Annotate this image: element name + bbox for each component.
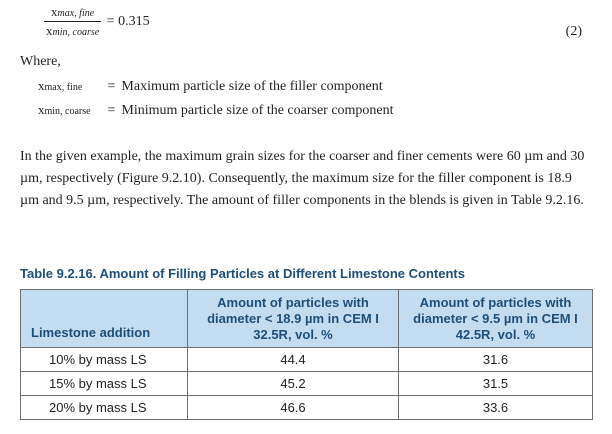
- body-paragraph: In the given example, the maximum grain sizes for the coarser and finer cements were 60 µm and 30 µm, respectively (Figure 9.2.10). Consequently, the maximum size for the filler component is 18.9 µm and 9.5 µm, respectively. The amount of filler components in the blends is given in Table 9.2.16.: [20, 149, 585, 208]
- limestone-table: [20, 289, 593, 420]
- cell-value: 45.2: [188, 372, 399, 396]
- header-cem-32-5r: Amount of particles with diameter < 18.9 µm in CEM I 32.5R, vol. %: [188, 290, 399, 348]
- fraction: [44, 4, 101, 39]
- fraction-denominator: xmin, coarse: [46, 23, 100, 38]
- definition-min-coarse: xmin, coarse = Minimum particle size of the coarser component: [38, 102, 394, 118]
- cell-value: 46.6: [188, 396, 399, 420]
- table-row: [21, 372, 593, 396]
- row-label: 15% by mass LS: [21, 372, 188, 396]
- row-label: 20% by mass LS: [21, 396, 188, 420]
- where-label: Where,: [20, 54, 61, 69]
- cell-value: 44.4: [188, 348, 399, 372]
- cell-value: 33.6: [399, 396, 593, 420]
- table-caption: Table 9.2.16. Amount of Filling Particles at Different Limestone Contents: [20, 266, 465, 281]
- row-label: 10% by mass LS: [21, 348, 188, 372]
- definition-text: Minimum particle size of the coarser component: [121, 103, 394, 118]
- cell-value: 31.5: [399, 372, 593, 396]
- table-row: [21, 396, 593, 420]
- equation-result: = 0.315: [106, 13, 150, 29]
- equation-number: (2): [565, 24, 582, 39]
- header-limestone-addition: Limestone addition: [21, 290, 188, 348]
- header-cem-42-5r: Amount of particles with diameter < 9.5 µm in CEM I 42.5R, vol. %: [399, 290, 593, 348]
- definition-text: Maximum particle size of the filler component: [121, 79, 383, 94]
- table-header-row: [21, 290, 593, 348]
- definition-max-fine: xmax, fine = Maximum particle size of the filler component: [38, 78, 383, 94]
- equation: [44, 4, 150, 39]
- definition-symbol: xmax, fine: [38, 78, 83, 93]
- cell-value: 31.6: [399, 348, 593, 372]
- table-row: [21, 348, 593, 372]
- fraction-numerator: xmax, fine: [44, 4, 101, 22]
- definition-symbol: xmin, coarse: [38, 102, 91, 117]
